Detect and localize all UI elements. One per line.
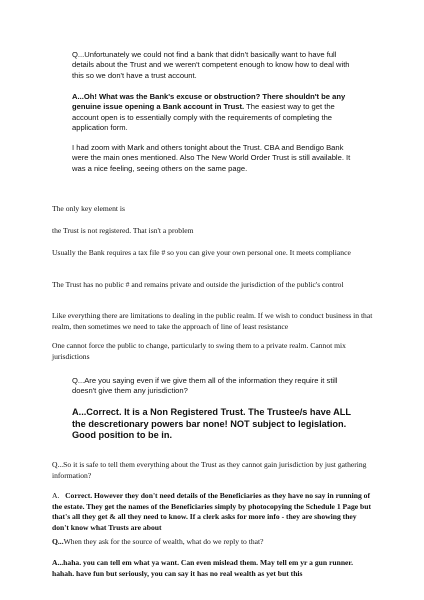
answer-beneficiaries-bold: Correct. However they don't need details of the Beneficiaries as they have no say in running of the estate. They get the names of the Beneficiaries simply by photocopying the Schedule 1 Page but that's all they get & all they need to know. If a clerk asks for more info - they are showing they don't know what Trusts are about: [52, 491, 371, 532]
bank-tax-file: Usually the Bank requires a tax file # so you can give your own personal one. It meets compliance: [52, 248, 351, 257]
answer-beneficiaries-prefix: A.: [52, 491, 66, 500]
question-bank: Q...Unfortunately we could not find a bank that didn't basically want to have full details about the Trust and we weren't competent enough to know how to deal with this so we don't have a trust account.: [72, 50, 350, 80]
no-public-number: The Trust has no public # and remains private and outside the jurisdiction of the public's control: [52, 280, 344, 289]
answer-haha: [52, 558, 376, 579]
zoom-meeting-note: I had zoom with Mark and others tonight about the Trust. CBA and Bendigo Bank were the main ones mentioned. Also The New World Order Trust is still available. It was a nice feeling, seeing others on the same page.: [72, 143, 351, 173]
question-source-label: Q...: [52, 537, 64, 546]
answer-bank-rest: The easiest way to get the account open is to essentially comply with the requirements of completing the application form.: [72, 102, 335, 133]
force-public-change: One cannot force the public to change, particularly to swing them to a private realm. Cannot mix jurisdictions: [52, 341, 346, 361]
public-realm-limitations: Like everything there are limitations to dealing in the public realm. If we wish to conduct business in that realm, then sometimes we need to take the approach of line of least resistance: [52, 311, 373, 331]
question-jurisdiction: Q...Are you saying even if we give them all of the information they require it still doesn't give them any jurisdiction?: [72, 376, 338, 396]
answer-haha-bold: A...haha. you can tell em what ya want. Can even mislead them. May tell em yr a gun runner. hahah. have fun but seriously, you can say it has no real wealth as yet but this: [52, 558, 354, 578]
answer-non-registered-bold: A...Correct. It is a Non Registered Trust. The Trustee/s have ALL the descretionary powers bar none! NOT subject to legislation. Good position to be in.: [72, 407, 351, 441]
question-source-of-wealth: [52, 537, 374, 548]
answer-bank-bold: A...Oh! What was the Bank's excuse or obstruction? There shouldn't be any genuine issue opening a Bank account in Trust.: [72, 92, 346, 112]
answer-bank: [72, 92, 354, 134]
question-source-text: When they ask for the source of wealth, what do we reply to that?: [63, 537, 264, 546]
answer-beneficiaries: [52, 491, 374, 533]
trust-not-registered: the Trust is not registered. That isn't a problem: [52, 226, 194, 235]
question-safe-to-tell: Q...So it is safe to tell them everything about the Trust as they cannot gain jurisdiction by just gathering information?: [52, 460, 367, 480]
answer-non-registered-trust: [72, 407, 362, 442]
key-element-heading: The only key element is: [52, 204, 125, 213]
